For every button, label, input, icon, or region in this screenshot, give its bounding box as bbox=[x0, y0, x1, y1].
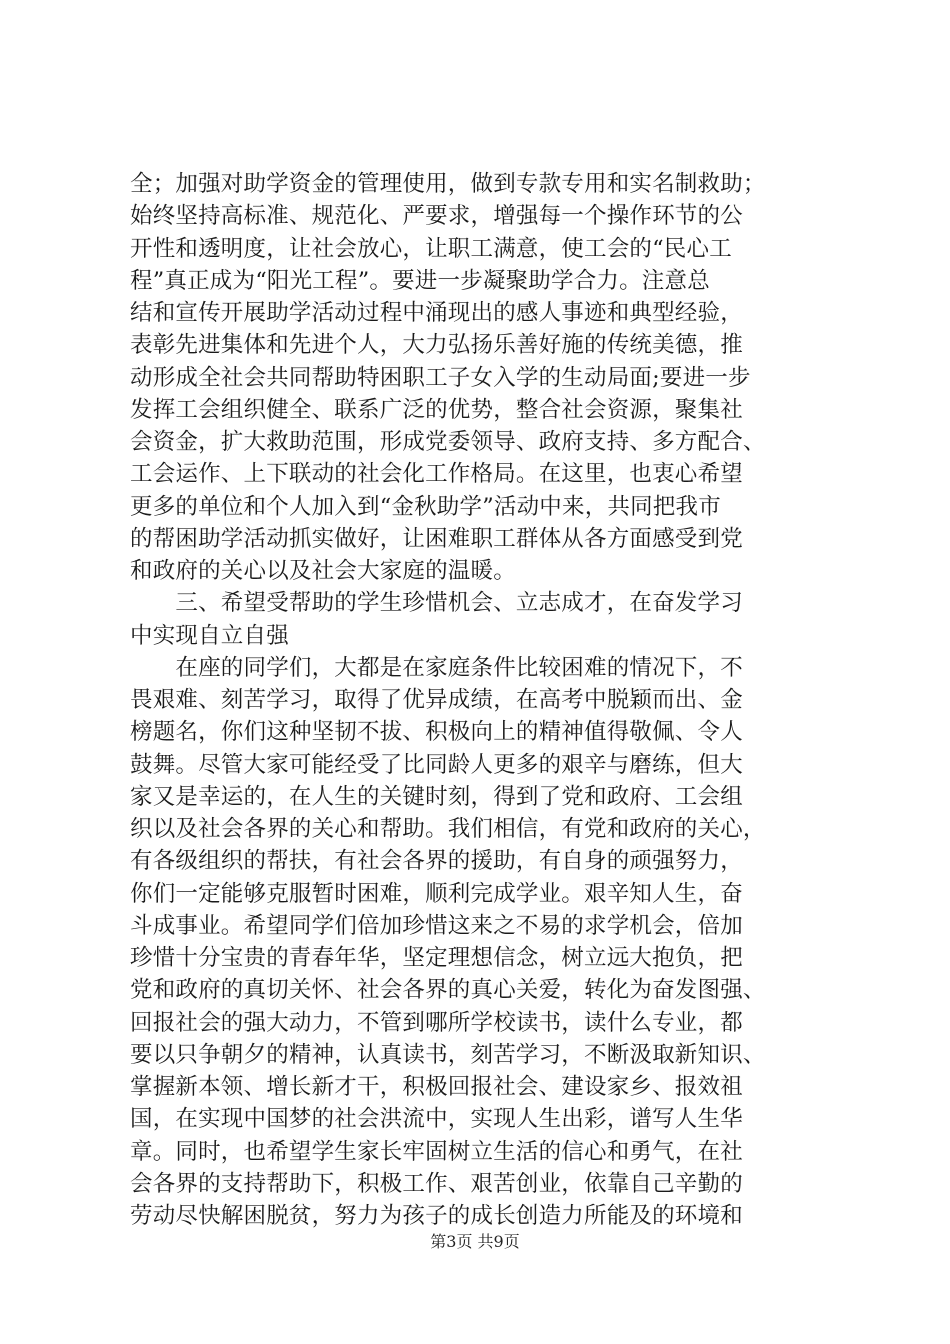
text-line: 章。同时，也希望学生家长牢固树立生活的信心和勇气，在社 bbox=[130, 1138, 743, 1165]
text-line: 你们一定能够克服暂时困难，顺利完成学业。艰辛知人生，奋 bbox=[130, 880, 743, 907]
text-line: 回报社会的强大动力，不管到哪所学校读书，读什么专业，都 bbox=[130, 1009, 743, 1036]
text-line: 发挥工会组织健全、联系广泛的优势，整合社会资源，聚集社 bbox=[130, 396, 743, 423]
text-line: 榜题名，你们这种坚韧不拔、积极向上的精神值得敬佩、令人 bbox=[130, 719, 743, 746]
text-line: 劳动尽快解困脱贫，努力为孩子的成长创造力所能及的环境和 bbox=[130, 1203, 743, 1229]
page-footer: 第3页 共9页 bbox=[430, 1232, 520, 1251]
text-line: 织以及社会各界的关心和帮助。我们相信，有党和政府的关心， bbox=[130, 816, 766, 842]
text-line: 在座的同学们，大都是在家庭条件比较困难的情况下，不 bbox=[130, 654, 743, 681]
text-line: 程”真正成为“阳光工程”。要进一步凝聚助学合力。注意总 bbox=[130, 267, 710, 294]
text-line: 的帮困助学活动抓实做好，让困难职工群体从各方面感受到党 bbox=[130, 525, 743, 552]
text-line: 会资金，扩大救助范围，形成党委领导、政府支持、多方配合、 bbox=[130, 429, 766, 455]
text-line: 开性和透明度，让社会放心，让职工满意，使工会的“民心工 bbox=[130, 235, 732, 262]
text-line: 鼓舞。尽管大家可能经受了比同龄人更多的艰辛与磨练，但大 bbox=[130, 751, 743, 778]
text-line: 结和宣传开展助学活动过程中涌现出的感人事迹和典型经验， bbox=[130, 300, 743, 326]
text-line: 始终坚持高标准、规范化、严要求，增强每一个操作环节的公 bbox=[130, 203, 743, 230]
text-line: 更多的单位和个人加入到“金秋助学”活动中来，共同把我市 bbox=[130, 493, 721, 520]
text-line: 工会运作、上下联动的社会化工作格局。在这里，也衷心希望 bbox=[130, 461, 743, 488]
text-line: 掌握新本领、增长新才干，积极回报社会、建设家乡、报效祖 bbox=[130, 1074, 743, 1100]
text-line: 表彰先进集体和先进个人，大力弘扬乐善好施的传统美德，推 bbox=[130, 332, 743, 359]
text-line: 会各界的支持帮助下，积极工作、艰苦创业，依靠自己辛勤的 bbox=[130, 1170, 743, 1197]
text-line: 和政府的关心以及社会大家庭的温暖。 bbox=[130, 558, 516, 584]
text-line: 斗成事业。希望同学们倍加珍惜这来之不易的求学机会，倍加 bbox=[130, 912, 743, 939]
text-line: 党和政府的真切关怀、社会各界的真心关爱，转化为奋发图强、 bbox=[130, 977, 766, 1004]
text-line: 畏艰难、刻苦学习，取得了优异成绩，在高考中脱颖而出、金 bbox=[130, 687, 743, 713]
text-line: 国，在实现中国梦的社会洪流中，实现人生出彩，谱写人生华 bbox=[130, 1106, 743, 1133]
text-line: 全；加强对助学资金的管理使用，做到专款专用和实名制救助； bbox=[130, 171, 766, 197]
text-line: 家又是幸运的，在人生的关键时刻，得到了党和政府、工会组 bbox=[130, 783, 743, 810]
text-line: 三、希望受帮助的学生珍惜机会、立志成才，在奋发学习 bbox=[130, 590, 743, 617]
text-line: 有各级组织的帮扶，有社会各界的援助，有自身的顽强努力， bbox=[130, 848, 743, 875]
text-line: 珍惜十分宝贵的青春年华，坚定理想信念，树立远大抱负，把 bbox=[130, 945, 743, 971]
text-line: 要以只争朝夕的精神，认真读书，刻苦学习，不断汲取新知识、 bbox=[130, 1041, 766, 1068]
text-line: 动形成全社会共同帮助特困职工子女入学的生动局面;要进一步 bbox=[130, 364, 751, 391]
text-line: 中实现自立自强 bbox=[130, 622, 289, 649]
body-text bbox=[130, 168, 830, 1232]
